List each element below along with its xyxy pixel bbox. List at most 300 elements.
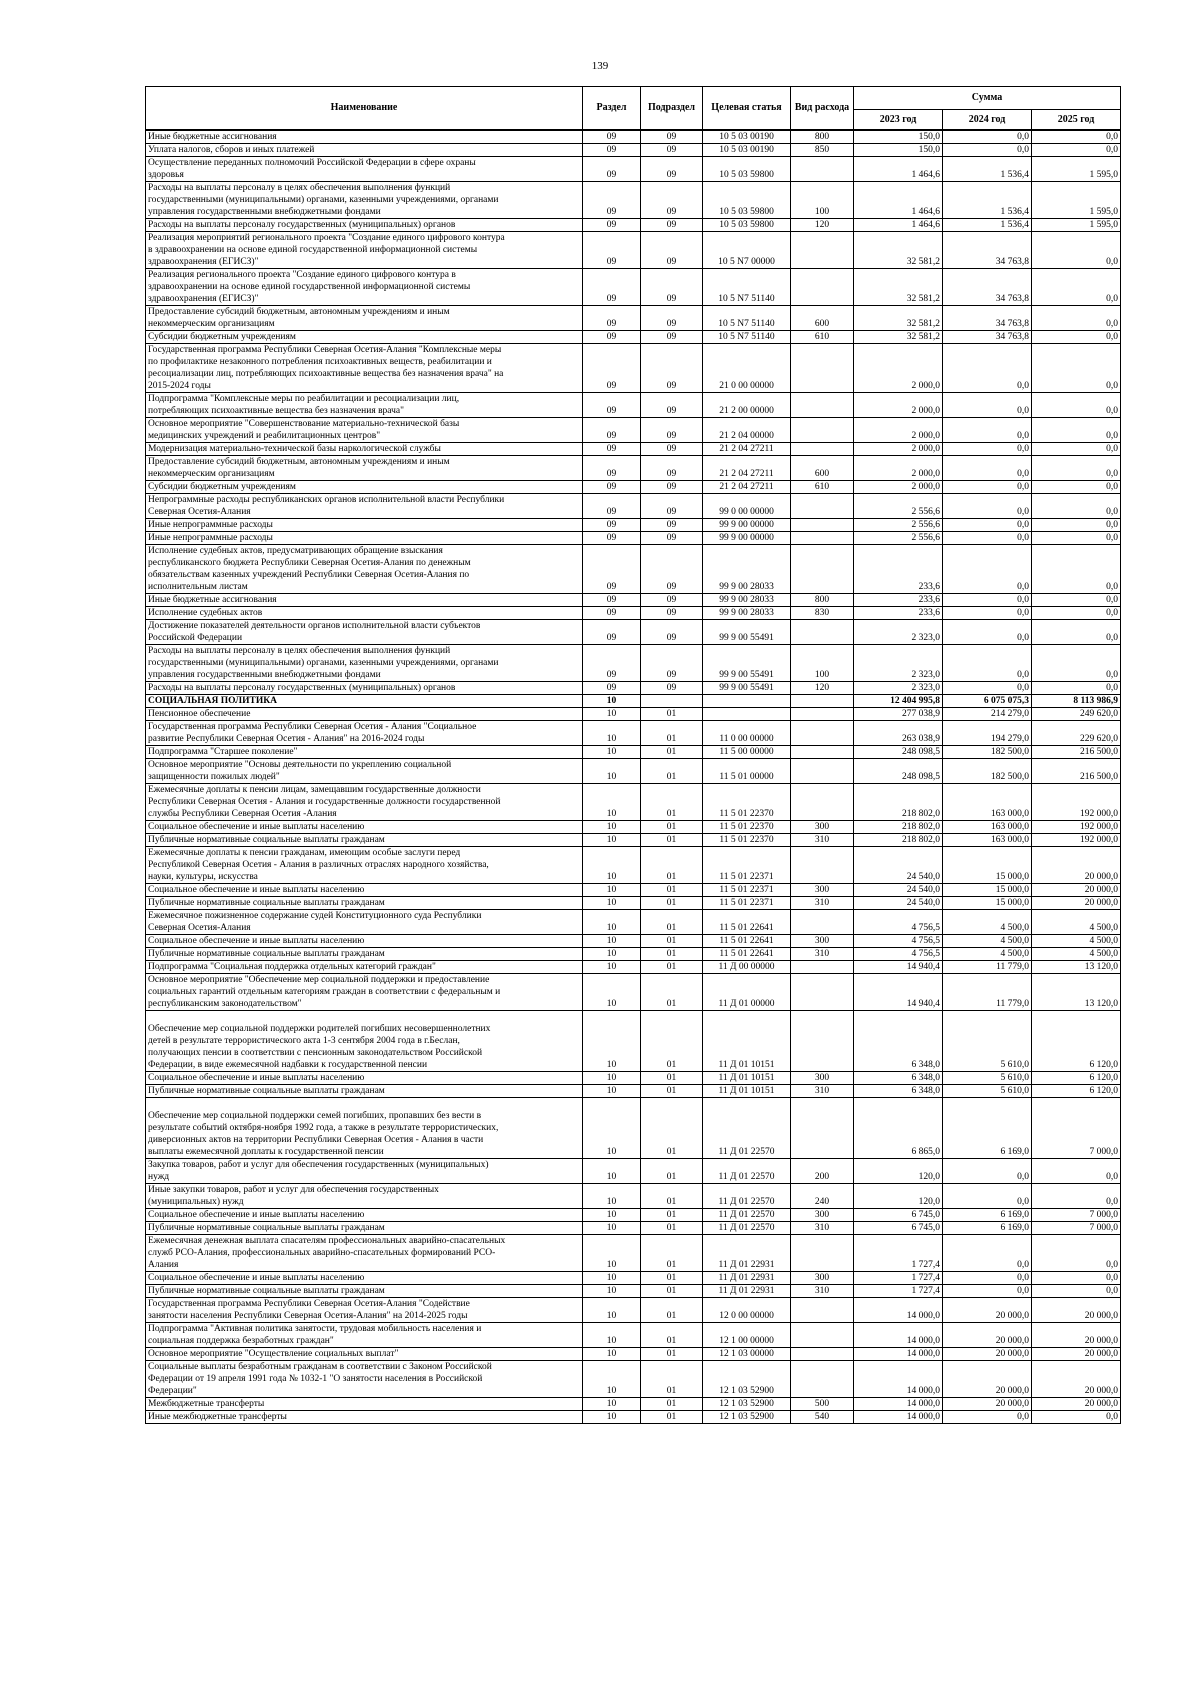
cell-name: Субсидии бюджетным учреждениям — [146, 481, 583, 494]
table-row — [146, 607, 1121, 620]
cell-2023: 14 000,0 — [854, 1348, 943, 1361]
cell-razdel: 09 — [583, 182, 641, 219]
cell-2024: 0,0 — [943, 130, 1032, 144]
cell-razdel: 10 — [583, 897, 641, 910]
cell-vid — [791, 708, 854, 721]
cell-2025: 4 500,0 — [1032, 935, 1121, 948]
cell-2024: 0,0 — [943, 1159, 1032, 1184]
table-body — [146, 130, 1121, 1424]
table-row — [146, 708, 1121, 721]
cell-razdel: 09 — [583, 443, 641, 456]
cell-2024: 0,0 — [943, 1184, 1032, 1209]
table-row — [146, 1348, 1121, 1361]
cell-2025: 0,0 — [1032, 1159, 1121, 1184]
cell-2023: 2 323,0 — [854, 620, 943, 645]
cell-2023: 14 000,0 — [854, 1298, 943, 1323]
cell-name: Осуществление переданных полномочий Российской Федерации в сфере охраны здоровья — [146, 157, 583, 182]
cell-vid: 500 — [791, 1398, 854, 1411]
cell-razdel: 10 — [583, 1222, 641, 1235]
cell-podrazdel: 01 — [641, 1411, 703, 1424]
cell-2024: 163 000,0 — [943, 834, 1032, 847]
cell-2025: 0,0 — [1032, 269, 1121, 306]
cell-vid: 310 — [791, 834, 854, 847]
cell-2024: 20 000,0 — [943, 1398, 1032, 1411]
cell-vid: 310 — [791, 897, 854, 910]
cell-target: 10 5 03 00190 — [703, 144, 791, 157]
cell-2023: 2 000,0 — [854, 344, 943, 393]
cell-razdel: 10 — [583, 759, 641, 784]
cell-2023: 1 727,4 — [854, 1285, 943, 1298]
cell-name: Основное мероприятие "Обеспечение мер социальной поддержки и предоставление социальных гарантий отдельным категориям граждан в соответствии с федеральным и республиканским законодательством" — [146, 974, 583, 1011]
table-row — [146, 594, 1121, 607]
table-row — [146, 1098, 1121, 1159]
cell-podrazdel: 09 — [641, 532, 703, 545]
cell-2025: 192 000,0 — [1032, 834, 1121, 847]
cell-2024: 34 763,8 — [943, 232, 1032, 269]
cell-name: Государственная программа Республики Северная Осетия-Алания "Комплексные меры по профилактике незаконного потребления психоактивных веществ, реабилитации и ресоциализации лиц, потребляющих психоактивные вещества без назначения врача" на 2015-2024 годы — [146, 344, 583, 393]
cell-razdel: 10 — [583, 847, 641, 884]
table-row — [146, 418, 1121, 443]
cell-target: 10 5 N7 51140 — [703, 331, 791, 344]
cell-podrazdel: 01 — [641, 1011, 703, 1072]
cell-podrazdel: 01 — [641, 974, 703, 1011]
table-row — [146, 481, 1121, 494]
cell-name: Социальное обеспечение и иные выплаты населению — [146, 1072, 583, 1085]
cell-razdel: 09 — [583, 418, 641, 443]
table-row — [146, 1285, 1121, 1298]
cell-razdel: 09 — [583, 130, 641, 144]
cell-target: 11 5 01 22370 — [703, 784, 791, 821]
cell-podrazdel: 01 — [641, 821, 703, 834]
cell-target: 21 2 04 27211 — [703, 456, 791, 481]
cell-name: Предоставление субсидий бюджетным, автономным учреждениям и иным некоммерческим организациям — [146, 306, 583, 331]
cell-name: Иные бюджетные ассигнования — [146, 130, 583, 144]
cell-2024: 0,0 — [943, 144, 1032, 157]
cell-target: 99 9 00 55491 — [703, 620, 791, 645]
table-row — [146, 821, 1121, 834]
cell-razdel: 10 — [583, 1184, 641, 1209]
cell-podrazdel: 09 — [641, 481, 703, 494]
cell-2025: 0,0 — [1032, 1272, 1121, 1285]
cell-podrazdel: 09 — [641, 682, 703, 695]
cell-2024: 1 536,4 — [943, 157, 1032, 182]
cell-2023: 6 745,0 — [854, 1209, 943, 1222]
cell-podrazdel: 09 — [641, 494, 703, 519]
cell-razdel: 10 — [583, 1085, 641, 1098]
cell-2025: 6 120,0 — [1032, 1085, 1121, 1098]
cell-target: 21 0 00 00000 — [703, 344, 791, 393]
cell-vid: 610 — [791, 481, 854, 494]
cell-2023: 14 940,4 — [854, 961, 943, 974]
cell-vid: 610 — [791, 331, 854, 344]
cell-name: Социальное обеспечение и иные выплаты населению — [146, 884, 583, 897]
cell-razdel: 10 — [583, 695, 641, 708]
header-razdel: Раздел — [583, 87, 641, 131]
cell-2024: 163 000,0 — [943, 784, 1032, 821]
cell-target: 99 9 00 28033 — [703, 545, 791, 594]
cell-vid — [791, 418, 854, 443]
cell-name: Ежемесячное пожизненное содержание судей Конституционного суда Республики Северная Осетия-Алания — [146, 910, 583, 935]
cell-target: 10 5 N7 51140 — [703, 269, 791, 306]
cell-vid: 300 — [791, 821, 854, 834]
cell-name: Уплата налогов, сборов и иных платежей — [146, 144, 583, 157]
cell-razdel: 10 — [583, 1285, 641, 1298]
cell-2024: 15 000,0 — [943, 847, 1032, 884]
cell-vid — [791, 269, 854, 306]
cell-2024: 0,0 — [943, 545, 1032, 594]
cell-name: Расходы на выплаты персоналу в целях обеспечения выполнения функций государственными (муниципальными) органами, казенными учреждениями, органами управления государственными внебюджетными фондами — [146, 645, 583, 682]
cell-razdel: 09 — [583, 269, 641, 306]
cell-2024: 0,0 — [943, 1411, 1032, 1424]
cell-2024: 0,0 — [943, 1272, 1032, 1285]
cell-target: 99 9 00 55491 — [703, 645, 791, 682]
cell-razdel: 09 — [583, 682, 641, 695]
cell-name: Реализация мероприятий регионального проекта "Создание единого цифрового контура в здравоохранении на основе единой государственной информационной системы здравоохранения (ЕГИСЗ)" — [146, 232, 583, 269]
cell-target: 99 9 00 28033 — [703, 607, 791, 620]
cell-podrazdel: 01 — [641, 935, 703, 948]
cell-podrazdel: 01 — [641, 1235, 703, 1272]
cell-vid — [791, 695, 854, 708]
cell-name: Социальное обеспечение и иные выплаты населению — [146, 1272, 583, 1285]
cell-vid — [791, 532, 854, 545]
cell-podrazdel: 09 — [641, 182, 703, 219]
cell-name: Иные непрограммные расходы — [146, 532, 583, 545]
cell-name: Социальное обеспечение и иные выплаты населению — [146, 1209, 583, 1222]
cell-2025: 13 120,0 — [1032, 961, 1121, 974]
cell-2025: 20 000,0 — [1032, 897, 1121, 910]
cell-2023: 32 581,2 — [854, 331, 943, 344]
table-row — [146, 910, 1121, 935]
table-row — [146, 1411, 1121, 1424]
cell-name: Публичные нормативные социальные выплаты гражданам — [146, 897, 583, 910]
cell-2023: 14 000,0 — [854, 1323, 943, 1348]
cell-vid — [791, 393, 854, 418]
cell-vid — [791, 1298, 854, 1323]
cell-name: Пенсионное обеспечение — [146, 708, 583, 721]
cell-2023: 6 865,0 — [854, 1098, 943, 1159]
cell-podrazdel: 01 — [641, 1222, 703, 1235]
cell-2025: 0,0 — [1032, 443, 1121, 456]
cell-vid — [791, 545, 854, 594]
table-row — [146, 948, 1121, 961]
cell-podrazdel: 09 — [641, 306, 703, 331]
cell-target: 10 5 03 59800 — [703, 219, 791, 232]
cell-razdel: 09 — [583, 219, 641, 232]
cell-target: 10 5 N7 00000 — [703, 232, 791, 269]
cell-name: Подпрограмма "Старшее поколение" — [146, 746, 583, 759]
cell-2023: 233,6 — [854, 594, 943, 607]
cell-name: Обеспечение мер социальной поддержки родителей погибших несовершеннолетних детей в результате террористического акта 1-3 сентября 2004 года в г.Беслан, получающих пенсии в соответствии с пенсионным законодательством Российской Федерации, в виде ежемесячной надбавки к государственной пенсии — [146, 1011, 583, 1072]
cell-2023: 6 745,0 — [854, 1222, 943, 1235]
cell-2024: 15 000,0 — [943, 884, 1032, 897]
cell-razdel: 10 — [583, 1072, 641, 1085]
cell-2024: 5 610,0 — [943, 1011, 1032, 1072]
cell-podrazdel: 09 — [641, 645, 703, 682]
cell-podrazdel — [641, 695, 703, 708]
table-row — [146, 834, 1121, 847]
cell-2024: 15 000,0 — [943, 897, 1032, 910]
cell-2023: 14 000,0 — [854, 1411, 943, 1424]
cell-2025: 20 000,0 — [1032, 1398, 1121, 1411]
cell-target: 12 1 00 00000 — [703, 1323, 791, 1348]
cell-2023: 2 000,0 — [854, 481, 943, 494]
cell-2025: 0,0 — [1032, 1285, 1121, 1298]
cell-2024: 4 500,0 — [943, 948, 1032, 961]
table-row — [146, 974, 1121, 1011]
table-row — [146, 1184, 1121, 1209]
cell-2025: 249 620,0 — [1032, 708, 1121, 721]
cell-2023: 277 038,9 — [854, 708, 943, 721]
cell-target: 11 5 01 22371 — [703, 847, 791, 884]
cell-name: Ежемесячная денежная выплата спасателям профессиональных аварийно-спасательных служб РСО-Алания, профессиональных аварийно-спасательных формирований РСО- Алания — [146, 1235, 583, 1272]
cell-2025: 8 113 986,9 — [1032, 695, 1121, 708]
cell-target: 99 0 00 00000 — [703, 494, 791, 519]
cell-podrazdel: 01 — [641, 1085, 703, 1098]
cell-target: 11 Д 01 22570 — [703, 1098, 791, 1159]
table-row — [146, 1209, 1121, 1222]
cell-2024: 0,0 — [943, 456, 1032, 481]
cell-razdel: 09 — [583, 144, 641, 157]
cell-target: 11 5 01 22370 — [703, 821, 791, 834]
cell-podrazdel: 09 — [641, 456, 703, 481]
cell-vid: 300 — [791, 1072, 854, 1085]
cell-vid — [791, 232, 854, 269]
cell-podrazdel: 01 — [641, 1298, 703, 1323]
cell-target: 11 5 00 00000 — [703, 746, 791, 759]
cell-vid: 540 — [791, 1411, 854, 1424]
table-row — [146, 157, 1121, 182]
cell-razdel: 10 — [583, 1348, 641, 1361]
cell-target: 11 5 01 22641 — [703, 910, 791, 935]
cell-name: СОЦИАЛЬНАЯ ПОЛИТИКА — [146, 695, 583, 708]
cell-razdel: 09 — [583, 232, 641, 269]
cell-2025: 0,0 — [1032, 620, 1121, 645]
table-row — [146, 1398, 1121, 1411]
cell-vid — [791, 1011, 854, 1072]
table-row — [146, 645, 1121, 682]
cell-2024: 1 536,4 — [943, 219, 1032, 232]
cell-razdel: 09 — [583, 519, 641, 532]
table-row — [146, 1072, 1121, 1085]
cell-podrazdel: 01 — [641, 1072, 703, 1085]
cell-2023: 14 940,4 — [854, 974, 943, 1011]
cell-vid — [791, 721, 854, 746]
cell-2024: 194 279,0 — [943, 721, 1032, 746]
cell-target — [703, 695, 791, 708]
table-row — [146, 682, 1121, 695]
cell-2023: 2 323,0 — [854, 645, 943, 682]
cell-vid — [791, 443, 854, 456]
cell-2024: 6 169,0 — [943, 1222, 1032, 1235]
cell-2023: 32 581,2 — [854, 232, 943, 269]
cell-razdel: 10 — [583, 1209, 641, 1222]
cell-razdel: 10 — [583, 821, 641, 834]
cell-name: Обеспечение мер социальной поддержки семей погибших, пропавших без вести в результате событий октября-ноября 1992 года, а также в результате террористических, диверсионных актов на территории Республики Северная Осетия - Алания в части выплаты ежемесячной доплаты к государственной пенсии — [146, 1098, 583, 1159]
cell-2023: 218 802,0 — [854, 821, 943, 834]
cell-podrazdel: 01 — [641, 1159, 703, 1184]
cell-name: Социальные выплаты безработным гражданам в соответствии с Законом Российской Федерации от 19 апреля 1991 года № 1032-1 "О занятости населения в Российской Федерации" — [146, 1361, 583, 1398]
table-row — [146, 331, 1121, 344]
cell-2024: 34 763,8 — [943, 269, 1032, 306]
cell-2025: 0,0 — [1032, 344, 1121, 393]
cell-2025: 192 000,0 — [1032, 784, 1121, 821]
cell-podrazdel: 01 — [641, 1323, 703, 1348]
cell-2025: 0,0 — [1032, 456, 1121, 481]
cell-2024: 0,0 — [943, 344, 1032, 393]
cell-2024: 4 500,0 — [943, 935, 1032, 948]
cell-name: Публичные нормативные социальные выплаты гражданам — [146, 948, 583, 961]
cell-2023: 150,0 — [854, 130, 943, 144]
cell-podrazdel: 09 — [641, 130, 703, 144]
cell-2024: 182 500,0 — [943, 746, 1032, 759]
cell-target: 10 5 03 59800 — [703, 182, 791, 219]
table-row — [146, 746, 1121, 759]
table-row — [146, 519, 1121, 532]
cell-podrazdel: 09 — [641, 232, 703, 269]
cell-name: Расходы на выплаты персоналу государственных (муниципальных) органов — [146, 219, 583, 232]
cell-2024: 0,0 — [943, 620, 1032, 645]
cell-2023: 6 348,0 — [854, 1011, 943, 1072]
cell-podrazdel: 01 — [641, 1209, 703, 1222]
cell-target: 11 Д 01 22931 — [703, 1285, 791, 1298]
cell-2025: 0,0 — [1032, 1411, 1121, 1424]
table-row — [146, 144, 1121, 157]
cell-razdel: 09 — [583, 620, 641, 645]
cell-2025: 7 000,0 — [1032, 1098, 1121, 1159]
cell-name: Модернизация материально-технической базы наркологической службы — [146, 443, 583, 456]
cell-2023: 120,0 — [854, 1159, 943, 1184]
cell-2025: 0,0 — [1032, 130, 1121, 144]
table-row — [146, 393, 1121, 418]
cell-podrazdel: 09 — [641, 393, 703, 418]
cell-razdel: 09 — [583, 545, 641, 594]
cell-razdel: 10 — [583, 784, 641, 821]
cell-razdel: 09 — [583, 645, 641, 682]
cell-vid — [791, 974, 854, 1011]
cell-name: Межбюджетные трансферты — [146, 1398, 583, 1411]
cell-2024: 6 169,0 — [943, 1098, 1032, 1159]
cell-razdel: 10 — [583, 884, 641, 897]
cell-2025: 192 000,0 — [1032, 821, 1121, 834]
cell-name: Иные непрограммные расходы — [146, 519, 583, 532]
table-row — [146, 306, 1121, 331]
cell-name: Иные бюджетные ассигнования — [146, 594, 583, 607]
cell-2024: 0,0 — [943, 519, 1032, 532]
table-row — [146, 1222, 1121, 1235]
budget-table — [145, 86, 1121, 1424]
cell-2024: 34 763,8 — [943, 331, 1032, 344]
cell-2024: 0,0 — [943, 607, 1032, 620]
cell-vid: 310 — [791, 1222, 854, 1235]
cell-target: 11 5 01 22641 — [703, 948, 791, 961]
cell-target: 21 2 04 00000 — [703, 418, 791, 443]
cell-podrazdel: 01 — [641, 759, 703, 784]
cell-2023: 248 098,5 — [854, 746, 943, 759]
cell-podrazdel: 01 — [641, 1272, 703, 1285]
cell-2023: 4 756,5 — [854, 910, 943, 935]
cell-2025: 0,0 — [1032, 545, 1121, 594]
cell-2023: 2 556,6 — [854, 519, 943, 532]
cell-2025: 20 000,0 — [1032, 1323, 1121, 1348]
header-sum: Сумма — [854, 87, 1121, 110]
cell-2023: 14 000,0 — [854, 1398, 943, 1411]
cell-2025: 0,0 — [1032, 519, 1121, 532]
cell-2023: 120,0 — [854, 1184, 943, 1209]
table-row — [146, 1298, 1121, 1323]
cell-podrazdel: 01 — [641, 1361, 703, 1398]
cell-podrazdel: 09 — [641, 545, 703, 594]
table-row — [146, 344, 1121, 393]
cell-2024: 0,0 — [943, 393, 1032, 418]
cell-name: Расходы на выплаты персоналу государственных (муниципальных) органов — [146, 682, 583, 695]
cell-2025: 6 120,0 — [1032, 1072, 1121, 1085]
cell-vid: 800 — [791, 594, 854, 607]
cell-podrazdel: 01 — [641, 708, 703, 721]
cell-2025: 0,0 — [1032, 1235, 1121, 1272]
cell-2023: 14 000,0 — [854, 1361, 943, 1398]
header-podrazdel: Подраздел — [641, 87, 703, 131]
cell-razdel: 10 — [583, 1361, 641, 1398]
cell-podrazdel: 01 — [641, 1098, 703, 1159]
cell-2023: 263 038,9 — [854, 721, 943, 746]
cell-2023: 1 464,6 — [854, 157, 943, 182]
table-row — [146, 1085, 1121, 1098]
cell-2025: 4 500,0 — [1032, 910, 1121, 935]
header-vid: Вид расхода — [791, 87, 854, 131]
cell-2023: 6 348,0 — [854, 1085, 943, 1098]
cell-razdel: 10 — [583, 935, 641, 948]
header-2025: 2025 год — [1032, 110, 1121, 131]
cell-2025: 0,0 — [1032, 682, 1121, 695]
cell-2025: 1 595,0 — [1032, 182, 1121, 219]
cell-2023: 2 000,0 — [854, 456, 943, 481]
cell-vid: 300 — [791, 935, 854, 948]
cell-razdel: 10 — [583, 974, 641, 1011]
cell-target: 10 5 03 59800 — [703, 157, 791, 182]
cell-2024: 5 610,0 — [943, 1072, 1032, 1085]
cell-podrazdel: 09 — [641, 157, 703, 182]
cell-razdel: 09 — [583, 456, 641, 481]
cell-podrazdel: 09 — [641, 418, 703, 443]
cell-name: Ежемесячные доплаты к пенсии лицам, замещавшим государственные должности Республики Северная Осетия - Алания и государственные должности государственной службы Республики Северная Осетия -Алания — [146, 784, 583, 821]
cell-target: 11 0 00 00000 — [703, 721, 791, 746]
cell-2023: 2 000,0 — [854, 443, 943, 456]
cell-2024: 20 000,0 — [943, 1323, 1032, 1348]
cell-2025: 20 000,0 — [1032, 1348, 1121, 1361]
cell-vid — [791, 746, 854, 759]
cell-podrazdel: 01 — [641, 721, 703, 746]
table-row — [146, 1361, 1121, 1398]
cell-2023: 12 404 995,8 — [854, 695, 943, 708]
cell-name: Непрограммные расходы республиканских органов исполнительной власти Республики Северная Осетия-Алания — [146, 494, 583, 519]
cell-2024: 0,0 — [943, 1235, 1032, 1272]
cell-2025: 4 500,0 — [1032, 948, 1121, 961]
cell-razdel: 10 — [583, 1098, 641, 1159]
cell-2023: 1 464,6 — [854, 182, 943, 219]
cell-razdel: 10 — [583, 1411, 641, 1424]
cell-target: 99 9 00 55491 — [703, 682, 791, 695]
cell-vid: 310 — [791, 948, 854, 961]
cell-target: 21 2 04 27211 — [703, 443, 791, 456]
cell-name: Подпрограмма "Активная политика занятости, трудовая мобильность населения и социальная поддержка безработных граждан" — [146, 1323, 583, 1348]
cell-target: 12 1 03 52900 — [703, 1361, 791, 1398]
cell-2023: 4 756,5 — [854, 948, 943, 961]
cell-2023: 218 802,0 — [854, 834, 943, 847]
cell-podrazdel: 01 — [641, 897, 703, 910]
cell-vid — [791, 910, 854, 935]
cell-2023: 1 464,6 — [854, 219, 943, 232]
cell-podrazdel: 09 — [641, 331, 703, 344]
